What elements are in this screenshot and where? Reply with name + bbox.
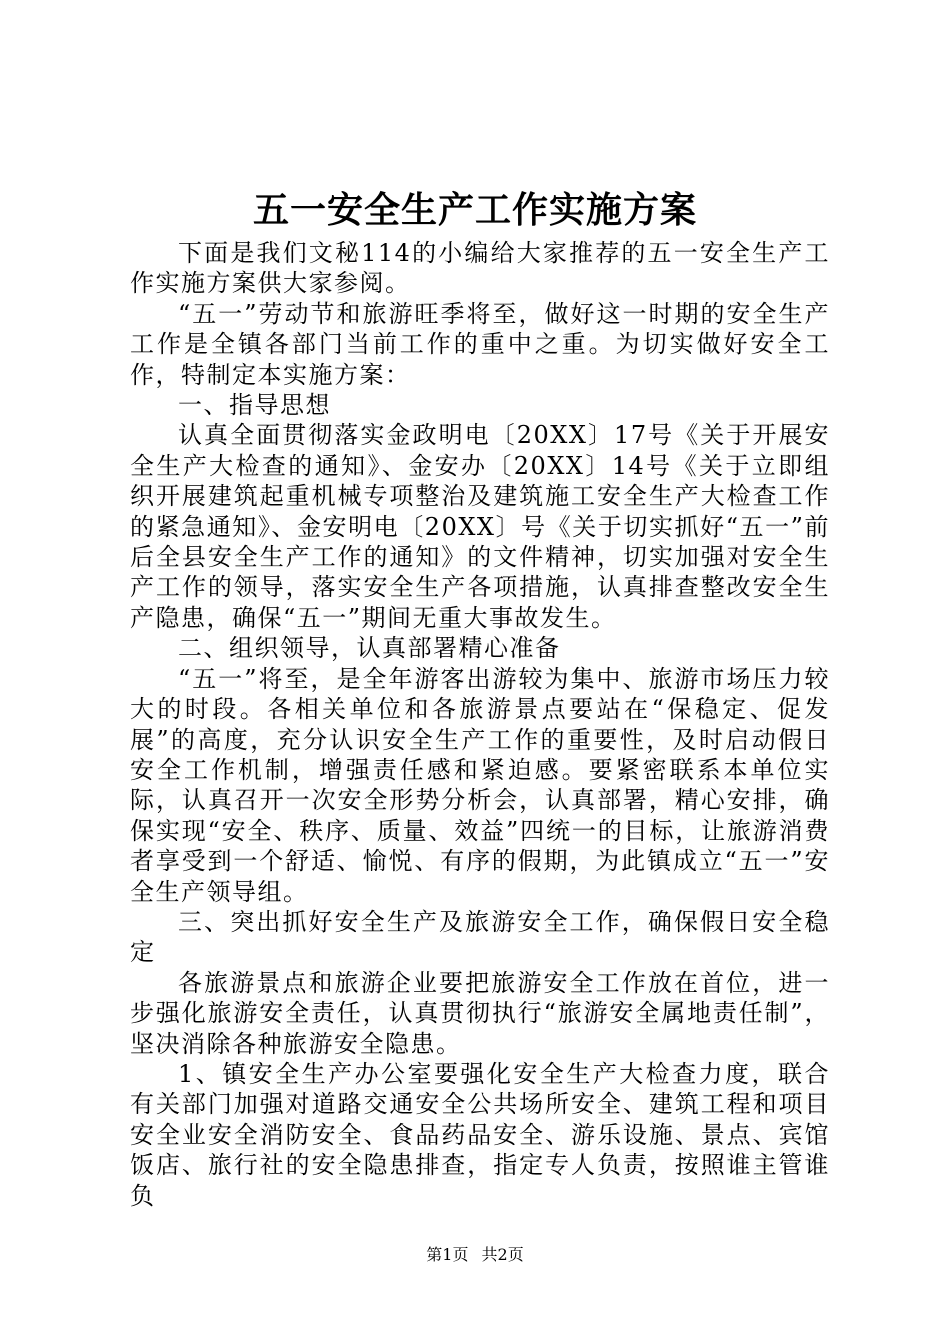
page-total: 共2页 bbox=[481, 1245, 524, 1264]
document-body bbox=[130, 238, 830, 1211]
document-title: 五一安全生产工作实施方案 bbox=[252, 189, 697, 231]
background-paragraph: “五一”劳动节和旅游旺季将至，做好这一时期的安全生产工作是全镇各部门当前工作的重中之重。为切实做好安全工作，特制定本实施方案： bbox=[130, 299, 830, 389]
section-heading-2: 二、组织领导，认真部署精心准备 bbox=[178, 634, 561, 663]
section-2-paragraph: “五一”将至，是全年游客出游较为集中、旅游市场压力较大的时段。各相关单位和各旅游景点要站在“保稳定、促发展”的高度，充分认识安全生产工作的重要性，及时启动假日安全工作机制，增强责任感和紧迫感。要紧密联系本单位实际，认真召开一次安全形势分析会，认真部署，精心安排，确保实现“安全、秩序、质量、效益”四统一的目标，让旅游消费者享受到一个舒适、愉悦、有序的假期，为此镇成立“五一”安全生产领导组。 bbox=[130, 664, 830, 906]
page-footer bbox=[0, 1245, 950, 1265]
section-heading-1: 一、指导思想 bbox=[178, 391, 331, 420]
section-heading-3: 三、突出抓好安全生产及旅游安全工作，确保假日安全稳定 bbox=[130, 907, 830, 967]
intro-paragraph: 下面是我们文秘114的小编给大家推荐的五一安全生产工作实施方案供大家参阅。 bbox=[130, 239, 830, 298]
page-number: 第1页 bbox=[426, 1245, 469, 1264]
section-3-paragraph: 各旅游景点和旅游企业要把旅游安全工作放在首位，进一步强化旅游安全责任，认真贯彻执行“旅游安全属地责任制”，坚决消除各种旅游安全隐患。 bbox=[130, 968, 830, 1058]
section-1-paragraph: 认真全面贯彻落实金政明电〔20XX〕17号《关于开展安全生产大检查的通知》、金安办〔20XX〕14号《关于立即组织开展建筑起重机械专项整治及建筑施工安全生产大检查工作的紧急通知》、金安明电〔20XX〕号《关于切实抓好“五一”前后全县安全生产工作的通知》的文件精神，切实加强对安全生产工作的领导，落实安全生产各项措施，认真排查整改安全生产隐患，确保“五一”期间无重大事故发生。 bbox=[130, 421, 830, 632]
item-1-paragraph: 1、镇安全生产办公室要强化安全生产大检查力度，联合有关部门加强对道路交通安全公共场所安全、建筑工程和项目安全业安全消防安全、食品药品安全、游乐设施、景点、宾馆饭店、旅行社的安全隐患排查，指定专人负责，按照谁主管谁负 bbox=[130, 1059, 830, 1210]
